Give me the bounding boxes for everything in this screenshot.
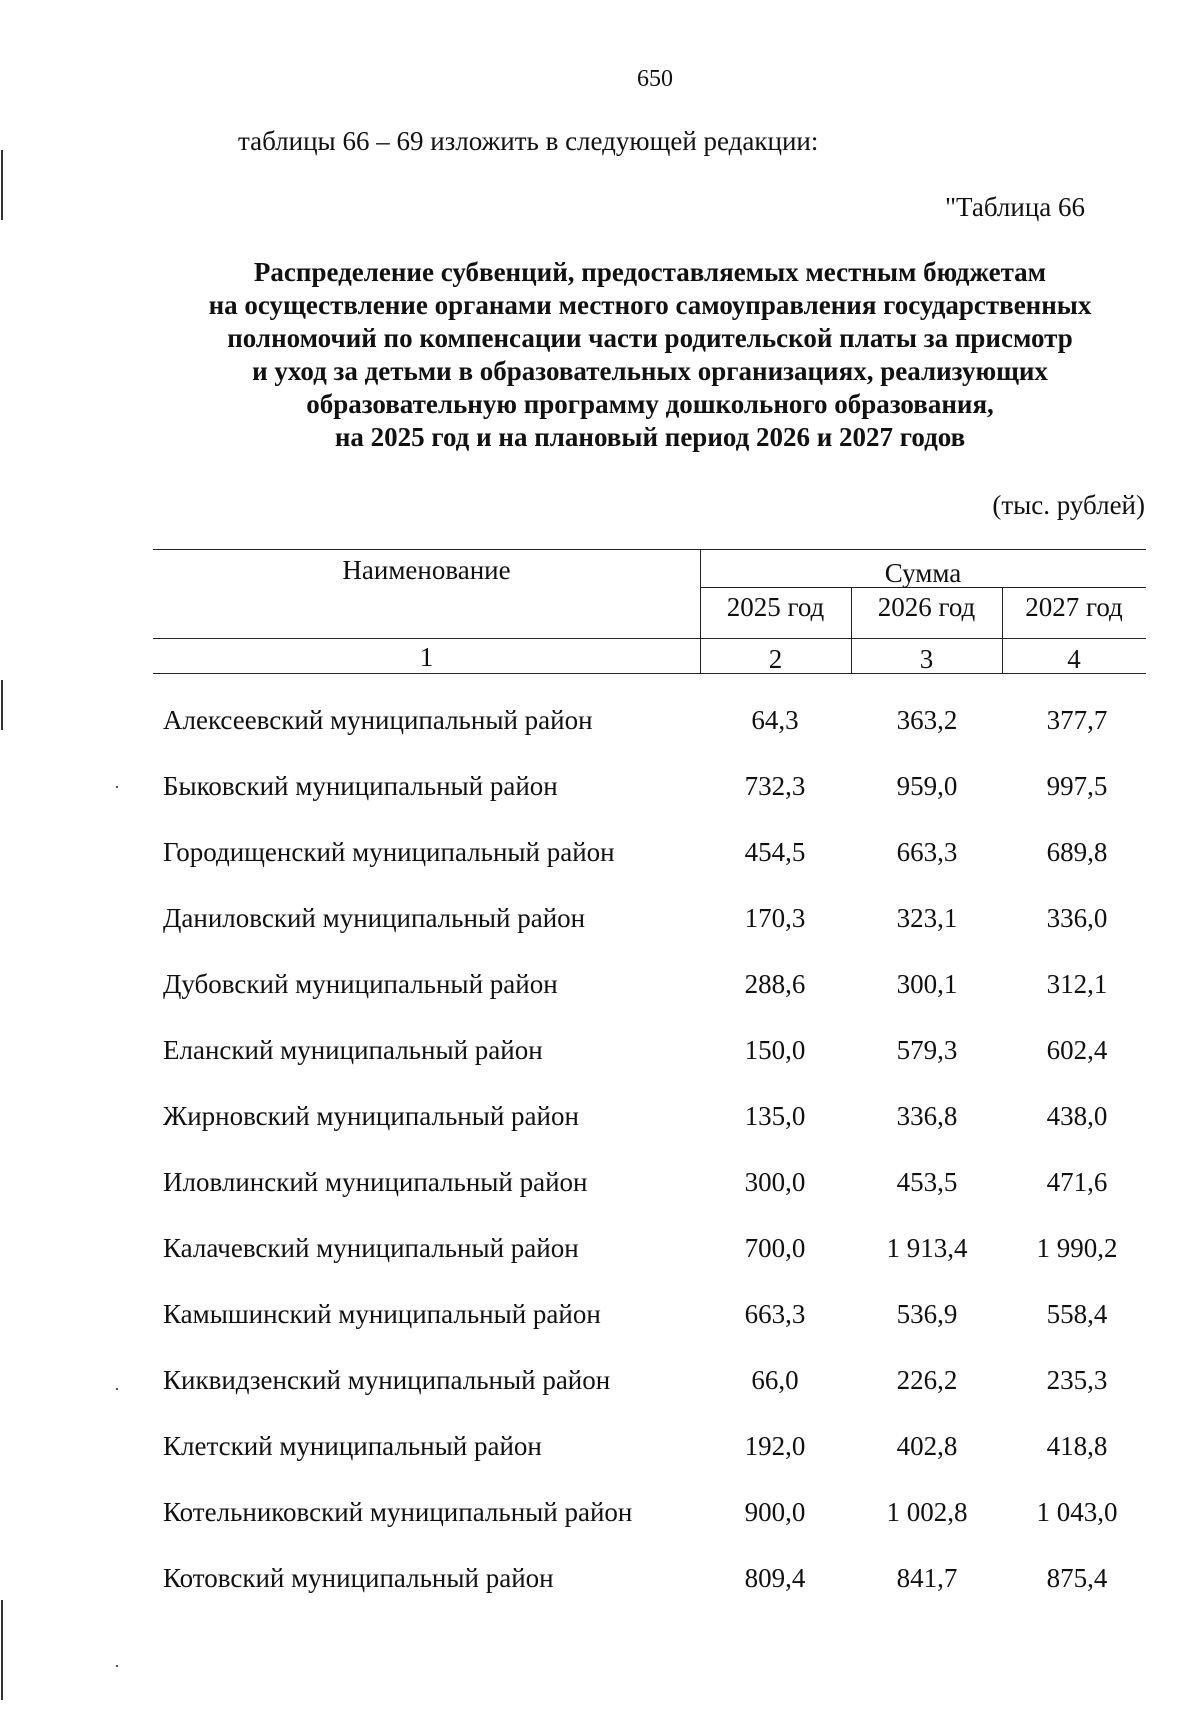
- value-2025: 288,6: [744, 969, 806, 999]
- value-2027: 1 043,0: [1036, 1497, 1118, 1527]
- district-name: Котовский муниципальный район: [163, 1563, 554, 1593]
- table-row: [0, 1167, 1200, 1207]
- district-name: Киквидзенский муниципальный район: [163, 1365, 611, 1395]
- district-name: Еланский муниципальный район: [163, 1035, 543, 1065]
- district-name: Жирновский муниципальный район: [163, 1101, 579, 1131]
- value-2025: 300,0: [744, 1167, 806, 1197]
- value-2025: 66,0: [751, 1365, 799, 1395]
- value-2026: 363,2: [896, 705, 958, 735]
- value-2027: 438,0: [1046, 1101, 1108, 1131]
- table-label: "Таблица 66: [945, 192, 1085, 222]
- scan-dot: [116, 1665, 118, 1667]
- district-name: Калачевский муниципальный район: [163, 1233, 579, 1263]
- value-2027: 235,3: [1046, 1365, 1108, 1395]
- table-row: [0, 1563, 1200, 1603]
- value-2026: 323,1: [896, 903, 958, 933]
- header-year-2027: 2027 год: [1025, 592, 1123, 622]
- value-2025: 64,3: [751, 705, 799, 735]
- value-2026: 453,5: [896, 1167, 958, 1197]
- value-2025: 900,0: [744, 1497, 806, 1527]
- district-name: Котельниковский муниципальный район: [163, 1497, 633, 1527]
- header-col-number: 1: [419, 642, 434, 672]
- value-2027: 602,4: [1046, 1035, 1108, 1065]
- header-col-number: 3: [919, 644, 934, 674]
- table-row: [0, 1497, 1200, 1537]
- header-col-number: 2: [768, 644, 783, 674]
- value-2026: 300,1: [896, 969, 958, 999]
- title-line: Распределение субвенций, предоставляемых местным бюджетам: [253, 257, 1047, 287]
- value-2026: 579,3: [896, 1035, 958, 1065]
- table-row: [0, 1299, 1200, 1339]
- value-2027: 336,0: [1046, 903, 1108, 933]
- table-row: [0, 837, 1200, 877]
- page-number: 650: [637, 66, 673, 92]
- district-name: Даниловский муниципальный район: [163, 903, 586, 933]
- value-2025: 732,3: [744, 771, 806, 801]
- table-row: [0, 1101, 1200, 1141]
- value-2027: 471,6: [1046, 1167, 1108, 1197]
- value-2025: 809,4: [744, 1563, 806, 1593]
- district-name: Городищенский муниципальный район: [163, 837, 615, 867]
- value-2026: 959,0: [896, 771, 958, 801]
- scan-margin-mark: [1, 1600, 3, 1700]
- district-name: Алексеевский муниципальный район: [163, 705, 593, 735]
- value-2025: 700,0: [744, 1233, 806, 1263]
- value-2027: 689,8: [1046, 837, 1108, 867]
- table-title: [150, 256, 1150, 454]
- title-line: и уход за детьми в образовательных организациях, реализующих: [252, 356, 1048, 386]
- table-row: [0, 969, 1200, 1009]
- district-name: Быковский муниципальный район: [163, 771, 558, 801]
- header-year-2025: 2025 год: [726, 592, 825, 622]
- header-top-rule: [153, 549, 1146, 550]
- value-2025: 454,5: [744, 837, 806, 867]
- value-2025: 135,0: [744, 1101, 806, 1131]
- value-2027: 558,4: [1046, 1299, 1108, 1329]
- value-2026: 402,8: [896, 1431, 958, 1461]
- value-2026: 1 002,8: [886, 1497, 968, 1527]
- value-2026: 1 913,4: [886, 1233, 968, 1263]
- value-2027: 997,5: [1046, 771, 1108, 801]
- value-2025: 663,3: [744, 1299, 806, 1329]
- header-sum: Сумма: [884, 558, 962, 588]
- district-name: Камышинский муниципальный район: [163, 1299, 601, 1329]
- district-name: Дубовский муниципальный район: [163, 969, 558, 999]
- table-row: [0, 771, 1200, 811]
- value-2027: 1 990,2: [1036, 1233, 1118, 1263]
- district-name: Клетский муниципальный район: [163, 1431, 542, 1461]
- title-line: образовательную программу дошкольного образования,: [306, 389, 994, 419]
- value-2026: 841,7: [896, 1563, 958, 1593]
- value-2025: 192,0: [744, 1431, 806, 1461]
- value-2026: 536,9: [896, 1299, 958, 1329]
- header-name: Наименование: [342, 555, 511, 585]
- value-2027: 312,1: [1046, 969, 1108, 999]
- scan-margin-mark: [1, 150, 3, 220]
- value-2027: 418,8: [1046, 1431, 1108, 1461]
- table-row: [0, 1431, 1200, 1471]
- header-col-number: 4: [1067, 644, 1081, 674]
- value-2025: 150,0: [744, 1035, 806, 1065]
- value-2027: 377,7: [1046, 705, 1108, 735]
- table-row: [0, 705, 1200, 745]
- value-2026: 226,2: [896, 1365, 958, 1395]
- table-row: [0, 1233, 1200, 1273]
- units-label: (тыс. рублей): [992, 490, 1145, 520]
- title-line: на осуществление органами местного самоуправления государственных: [208, 290, 1092, 320]
- table-row: [0, 1365, 1200, 1405]
- value-2027: 875,4: [1046, 1563, 1108, 1593]
- title-line: на 2025 год и на плановый период 2026 и 2027 годов: [334, 422, 966, 452]
- table-row: [0, 1035, 1200, 1075]
- district-name: Иловлинский муниципальный район: [163, 1167, 588, 1197]
- value-2026: 336,8: [896, 1101, 958, 1131]
- header-year-2026: 2026 год: [877, 592, 976, 622]
- title-line: полномочий по компенсации части родительской платы за присмотр: [227, 323, 1073, 353]
- value-2026: 663,3: [896, 837, 958, 867]
- table-row: [0, 903, 1200, 943]
- value-2025: 170,3: [744, 903, 806, 933]
- header-bottom-rule: [153, 638, 1146, 639]
- intro-text: таблицы 66 – 69 изложить в следующей редакции:: [238, 126, 819, 156]
